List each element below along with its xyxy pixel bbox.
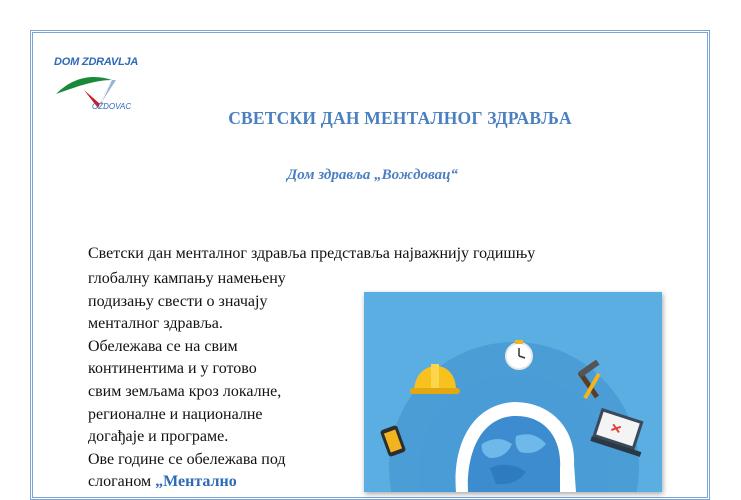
body-line: менталног здравља. <box>88 315 223 333</box>
slogan-highlight: „Ментално <box>155 473 237 491</box>
logo-line1: DOM ZDRAVLJA <box>54 56 139 68</box>
paragraph-body <box>88 268 286 494</box>
page-subtitle: Дом здравља „Вождовац“ <box>287 167 458 183</box>
body-line: свим земљама кроз локалне, <box>88 382 282 400</box>
body-line: Обележава се на свим <box>88 337 238 355</box>
slogan-prefix: слоганом <box>88 473 156 491</box>
body-line: регионалне и националне <box>88 405 263 423</box>
body-line: континентима и у готово <box>88 360 257 378</box>
logo-line2: OŽDOVAC <box>92 102 132 111</box>
body-line: глобалну кампању намењену <box>88 270 286 287</box>
page-title: СВЕТСКИ ДАН МЕНТАЛНОГ ЗДРАВЉА <box>228 108 572 128</box>
body-line: догађаје и програме. <box>88 428 229 446</box>
paragraph-lead: Светски дан менталног здравља представља најважнију годишњу <box>88 245 536 262</box>
mental-health-illustration <box>364 292 662 492</box>
body-line: подизању свести о значају <box>88 292 268 310</box>
body-line: Ове године се обележава под <box>88 450 286 468</box>
body-line-slogan <box>88 471 286 494</box>
